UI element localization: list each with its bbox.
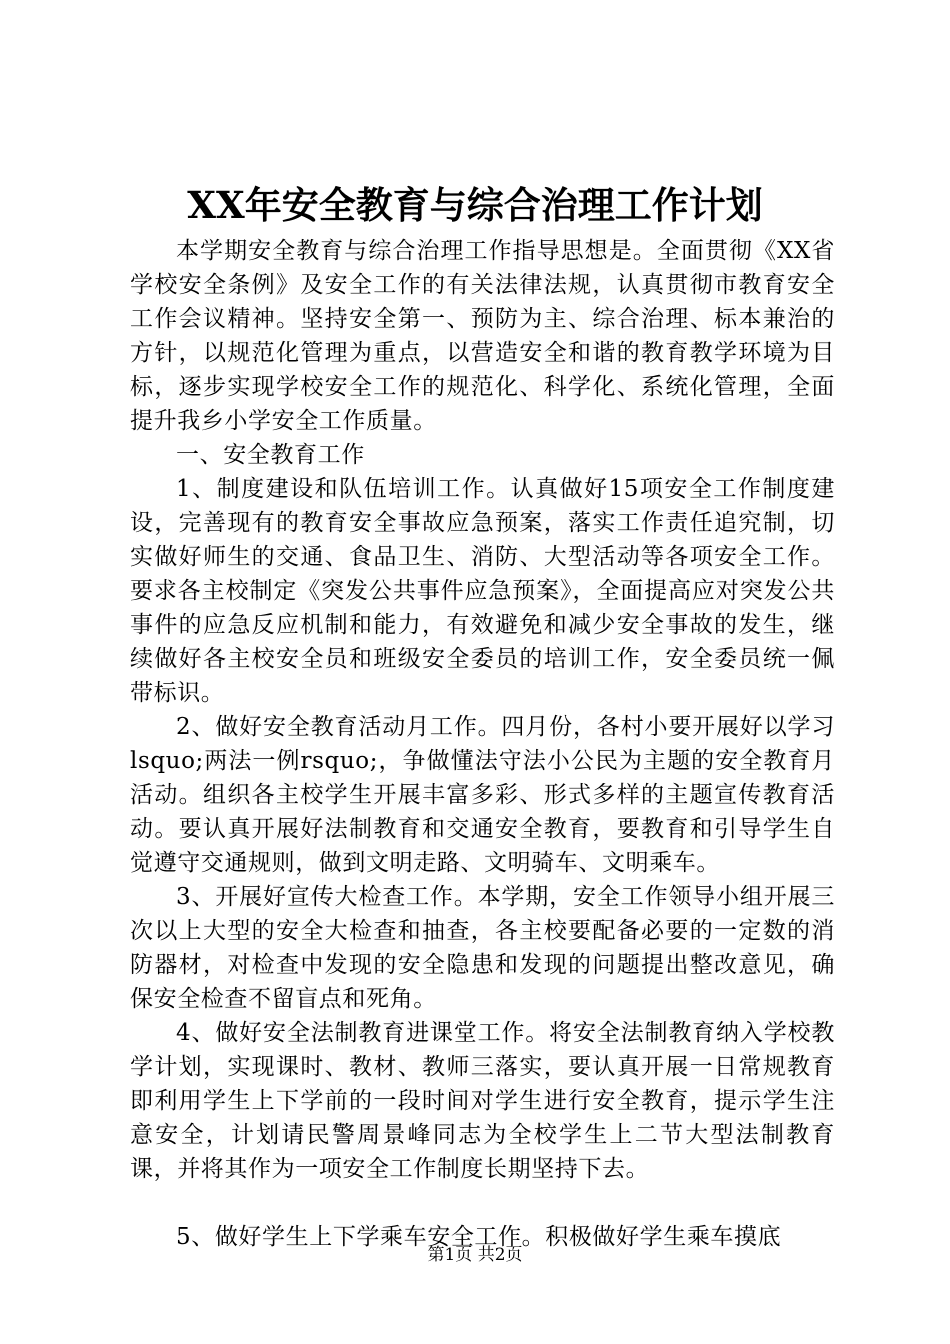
paragraph-item-1: 1、制度建设和队伍培训工作。认真做好15项安全工作制度建设，完善现有的教育安全事故应急预案，落实工作责任追究制，切实做好师生的交通、食品卫生、消防、大型活动等各项安全工作。要求各主校制定《突发公共事件应急预案》，全面提高应对突发公共事件的应急反应机制和能力，有效避免和减少安全事故的发生，继续做好各主校安全员和班级安全委员的培训工作，安全委员统一佩带标识。 [130, 476, 835, 706]
paragraph-item-5: 5、做好学生上下学乘车安全工作。积极做好学生乘车摸底 [176, 1224, 782, 1250]
document-title: XX年安全教育与综合治理工作计划 [187, 183, 763, 227]
paragraph-item-3: 3、开展好宣传大检查工作。本学期，安全工作领导小组开展三次以上大型的安全大检查和抽查，各主校要配备必要的一定数的消防器材，对检查中发现的安全隐患和发现的问题提出整改意见，确保安全检查不留盲点和死角。 [130, 884, 835, 1012]
paragraph-item-2: 2、做好安全教育活动月工作。四月份，各村小要开展好以学习lsquo;两法一例rsquo;，争做懂法守法小公民为主题的安全教育月活动。组织各主校学生开展丰富多彩、形式多样的主题宣传教育活动。要认真开展好法制教育和交通安全教育，要教育和引导学生自觉遵守交通规则，做到文明走路、文明骑车、文明乘车。 [130, 714, 835, 876]
paragraph-guiding-thought: 本学期安全教育与综合治理工作指导思想是。全面贯彻《XX省学校安全条例》及安全工作的有关法律法规，认真贯彻市教育安全工作会议精神。坚持安全第一、预防为主、综合治理、标本兼治的方针，以规范化管理为重点，以营造安全和谐的教育教学环境为目标，逐步实现学校安全工作的规范化、科学化、系统化管理，全面提升我乡小学安全工作质量。 [130, 238, 835, 434]
paragraph-item-4: 4、做好安全法制教育进课堂工作。将安全法制教育纳入学校教学计划，实现课时、教材、教师三落实，要认真开展一日常规教育即利用学生上下学前的一段时间对学生进行安全教育，提示学生注意安全，计划请民警周景峰同志为全校学生上二节大型法制教育课，并将其作为一项安全工作制度长期坚持下去。 [130, 1020, 835, 1182]
document-body [130, 234, 835, 1254]
page-number-footer: 第1页 共2页 [427, 1245, 523, 1265]
section-heading-safety-education: 一、安全教育工作 [176, 442, 365, 468]
